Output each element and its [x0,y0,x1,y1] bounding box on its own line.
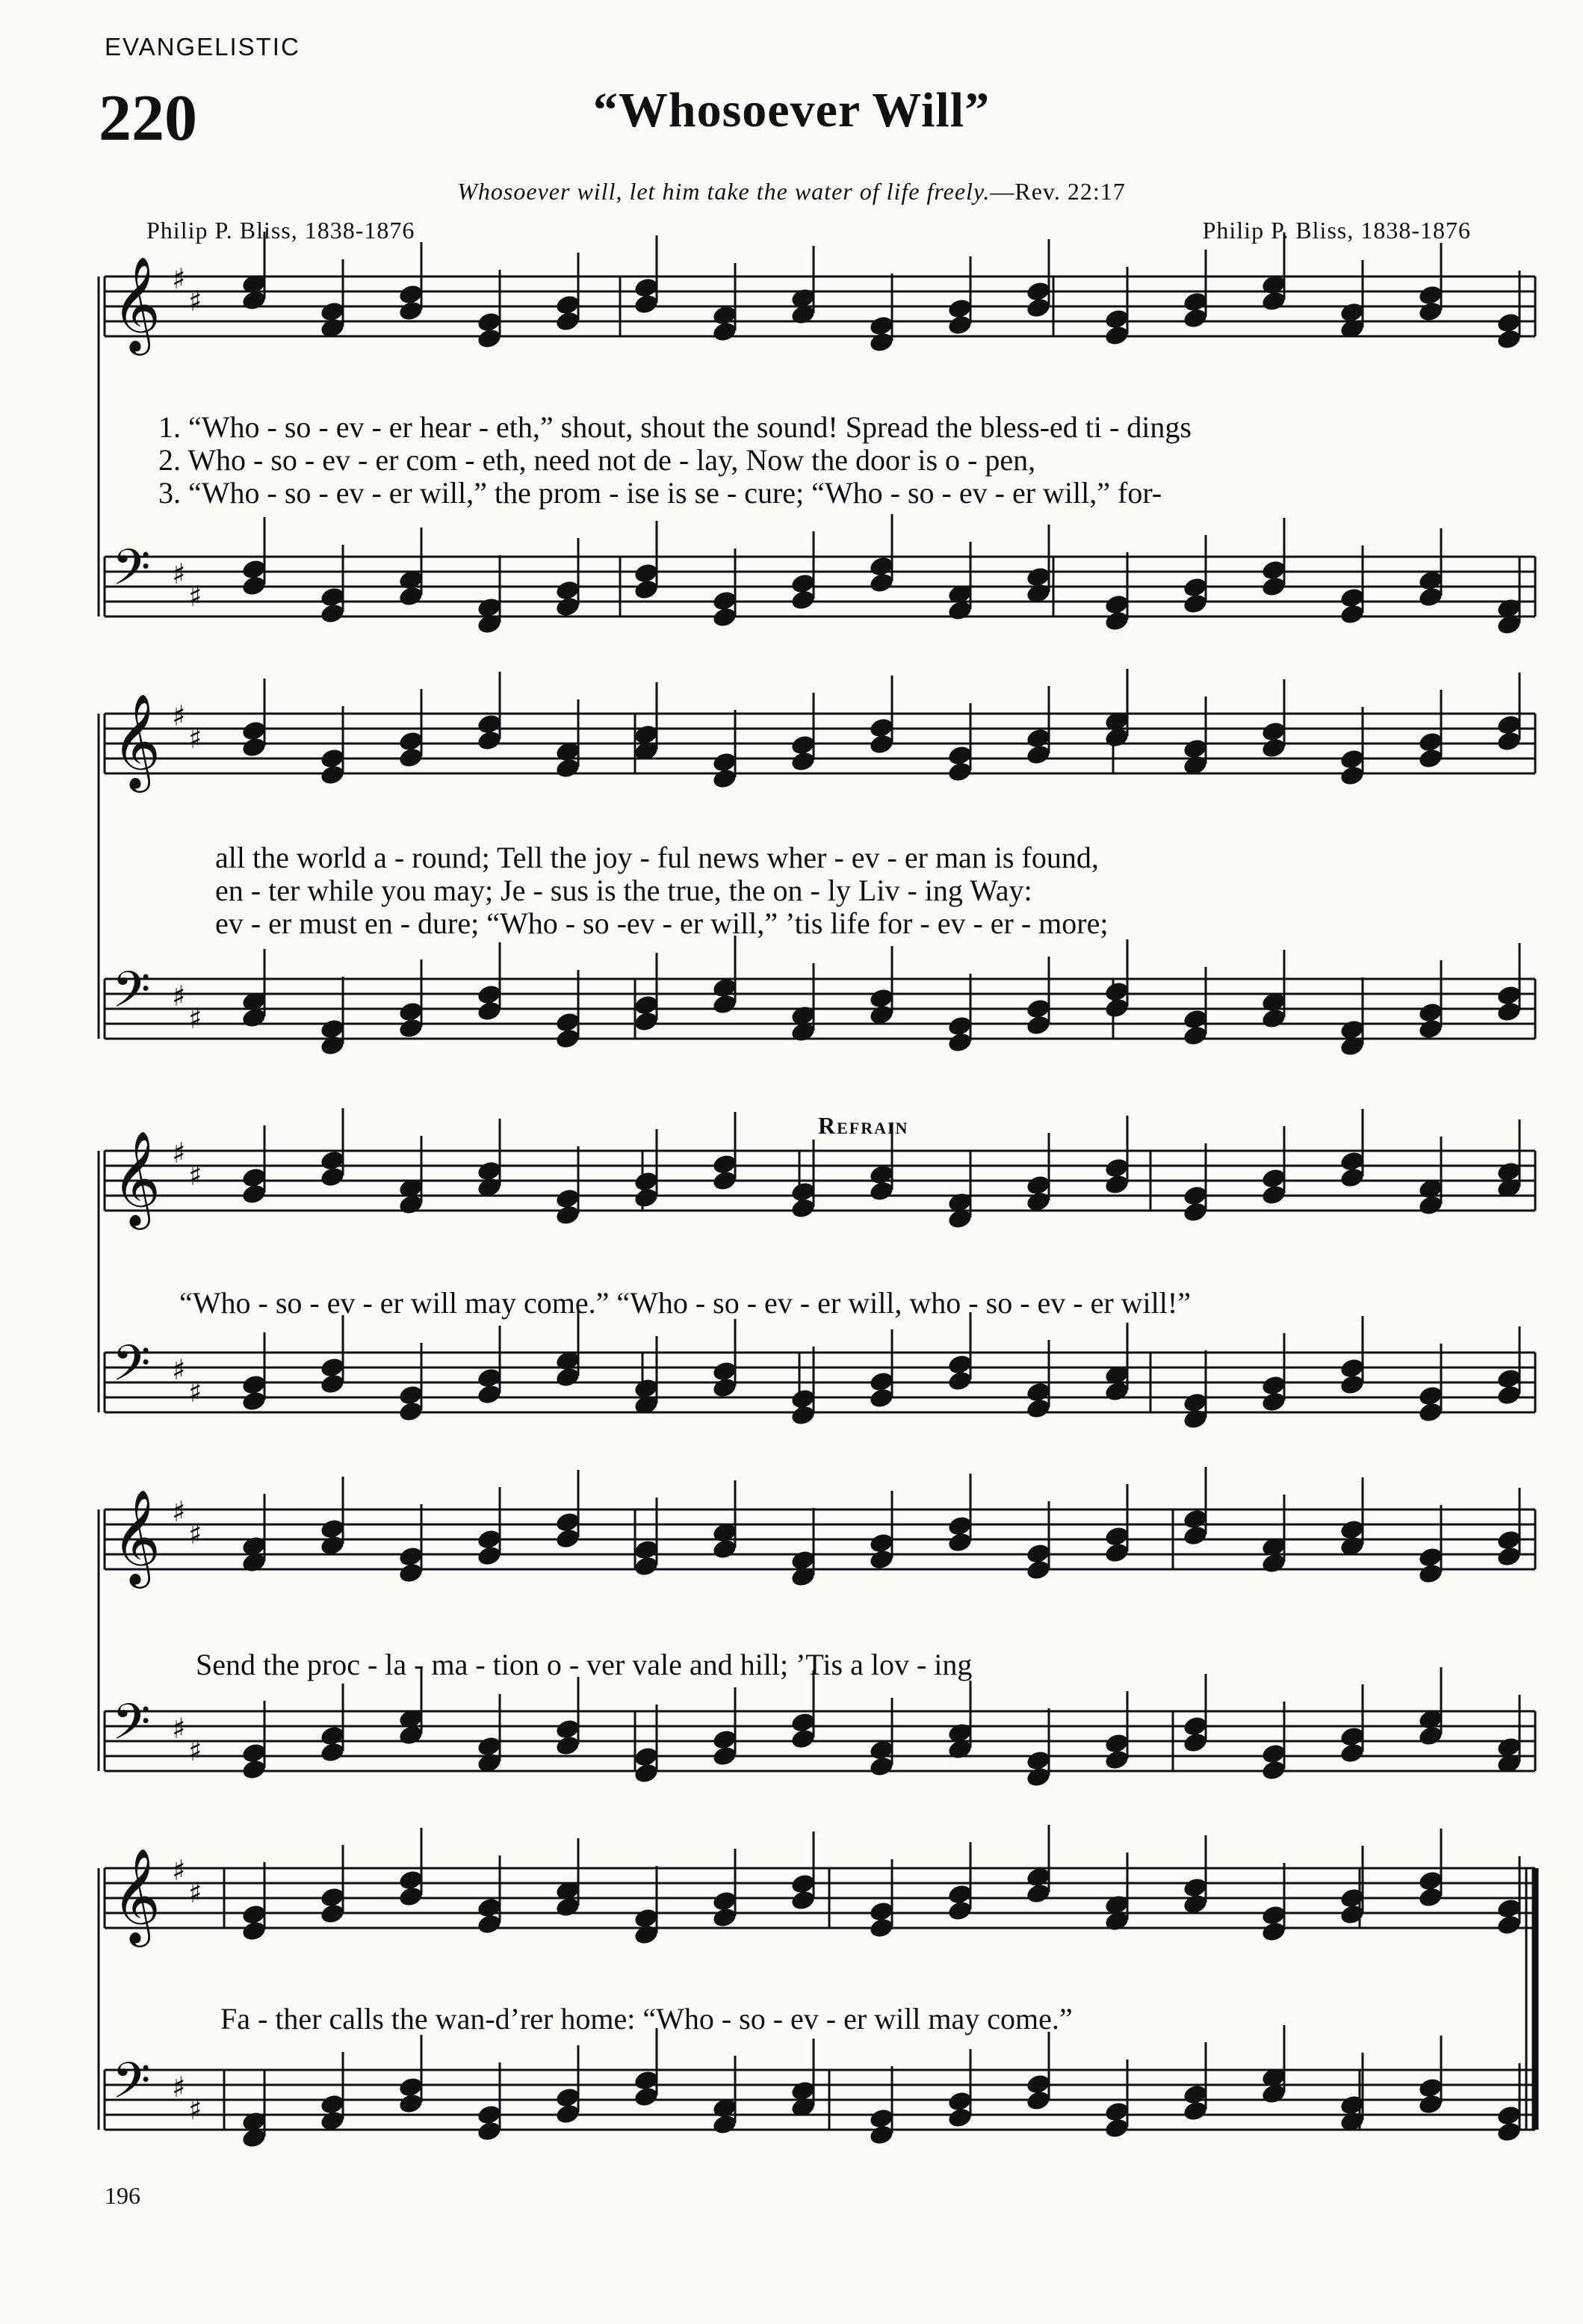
treble-clef-icon: 𝄞 [112,1489,161,1584]
bass-clef-icon: 𝄢 [112,539,151,608]
sharp-icon: ♯ [172,262,186,295]
verse-2-line-2: en - ter while you may; Je - sus is the true, the on - ly Liv - ing Way: [215,874,1032,907]
sharp-icon: ♯ [188,285,202,318]
verse-1-line-1: 1. “Who - so - ev - er hear - eth,” shout, shout the sound! Spread the bless-ed ti - dings [158,410,1192,444]
staff-lines [99,276,1535,2130]
bass-clef-icon: 𝄢 [112,1693,151,1763]
sharp-icon: ♯ [172,1353,186,1386]
sharp-icon: ♯ [188,1376,202,1409]
clef-signs [112,256,202,2126]
bass-clef-icon: 𝄢 [112,961,151,1030]
hymn-title: “Whosoever Will” [592,83,991,137]
sharp-icon: ♯ [188,1159,202,1192]
sharp-icon: ♯ [188,1002,202,1035]
refrain-label: Refrain [818,1112,909,1139]
treble-clef-icon: 𝄞 [112,256,161,351]
sharp-icon: ♯ [188,1734,202,1767]
refrain-line-3: Fa - ther calls the wan-d’rer home: “Who - so - ev - er will may come.” [220,2002,1073,2036]
sharp-icon: ♯ [188,2093,202,2126]
sharp-icon: ♯ [188,1876,202,1909]
sharp-icon: ♯ [172,557,186,590]
verse-3-line-1: 3. “Who - so - ev - er will,” the prom - ise is se - cure; “Who - so - ev - er will,” for- [158,476,1162,510]
treble-clef-icon: 𝄞 [112,693,161,788]
verse-2-line-1: 2. Who - so - ev - er com - eth, need not de - lay, Now the door is o - pen, [158,443,1036,477]
sharp-icon: ♯ [172,2071,186,2104]
section-label: EVANGELISTIC [105,33,300,61]
sharp-icon: ♯ [188,1518,202,1551]
verse-3-line-2: ev - er must en - dure; “Who - so -ev - er will,” ’tis life for - ev - er - more; [215,906,1109,940]
epigraph-reference: —Rev. 22:17 [990,178,1126,205]
bass-clef-icon: 𝄢 [112,2052,151,2121]
hymn-number: 220 [99,82,197,155]
sharp-icon: ♯ [188,722,202,755]
epigraph-quote: Whosoever will, let him take the water of life freely. [457,178,991,205]
sharp-icon: ♯ [172,980,186,1013]
sharp-icon: ♯ [172,1137,186,1169]
verse-1-line-2: all the world a - round; Tell the joy - ful news wher - ev - er man is found, [215,841,1099,874]
sharp-icon: ♯ [188,580,202,613]
sharp-icon: ♯ [172,1712,186,1745]
note-heads [241,232,1522,2149]
refrain-line-1: “Who - so - ev - er will may come.” “Who - so - ev - er will, who - so - ev - er will!” [179,1286,1191,1320]
sharp-icon: ♯ [172,699,186,732]
refrain-line-2: Send the proc - la - ma - tion o - ver vale and hill; ’Tis a lov - ing [196,1648,973,1681]
sharp-icon: ♯ [172,1854,186,1887]
page-number: 196 [105,2182,140,2209]
treble-clef-icon: 𝄞 [112,1847,161,1943]
music-credit: Philip P. Bliss, 1838-1876 [1202,217,1471,244]
words-credit: Philip P. Bliss, 1838-1876 [146,217,415,244]
bass-clef-icon: 𝄢 [112,1335,151,1404]
treble-clef-icon: 𝄞 [112,1130,161,1226]
sharp-icon: ♯ [172,1495,186,1528]
